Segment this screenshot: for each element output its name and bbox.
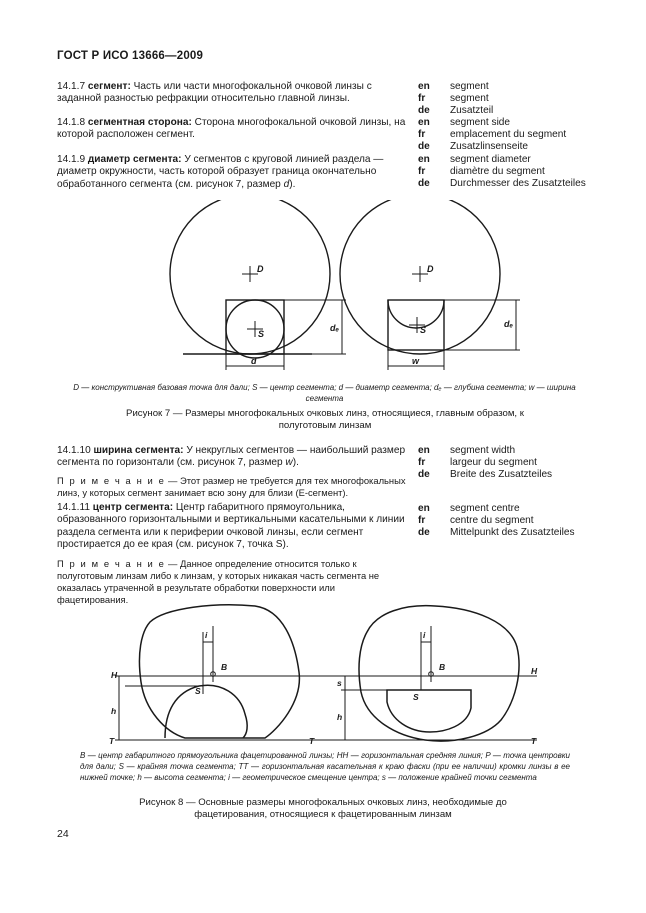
translation: segment <box>450 93 489 105</box>
note-text: — Этот размер не требуется для тех многофокальных линз, у которых сегмент занимает всю зону для близи (E-сегмент). <box>57 475 406 498</box>
translation: Durchmesser des Zusatzteiles <box>450 178 586 190</box>
translations-14-1-11 <box>418 503 575 539</box>
translations-14-1-10 <box>418 445 552 481</box>
lang-code: de <box>418 527 430 539</box>
translation: emplacement du segment <box>450 129 567 141</box>
section-definition-end: ). <box>289 178 296 190</box>
document-header: ГОСТ Р ИСО 13666—2009 <box>57 50 204 62</box>
section-term: сегментная сторона: <box>87 117 192 128</box>
note-label: П р и м е ч а н и е <box>57 558 166 569</box>
translation: segment centre <box>450 503 520 514</box>
section-definition: У некруглых сегментов — наибольший размер сегмента по горизонтали (см. рисунок 7, размер <box>57 445 406 469</box>
translations-14-1-9 <box>418 154 586 190</box>
section-number: 14.1.8 <box>57 117 86 128</box>
label-S-left: S <box>195 686 201 696</box>
label-w: w <box>412 356 420 366</box>
translation: diamètre du segment <box>450 166 545 178</box>
dimension-variable: d <box>283 178 290 190</box>
lang-code: en <box>418 154 430 165</box>
note-1 <box>57 475 407 499</box>
label-d: d <box>251 356 257 366</box>
label-T-mid: T <box>309 736 315 746</box>
section-number: 14.1.7 <box>57 81 86 92</box>
section-number: 14.1.9 <box>57 154 86 165</box>
lang-code: de <box>418 469 430 481</box>
section-14-1-11 <box>57 502 407 551</box>
translation: largeur du segment <box>450 457 537 469</box>
label-H-left: H <box>111 670 118 680</box>
translation: segment width <box>450 445 516 456</box>
figure-8-caption: Рисунок 8 — Основные размеры многофокальных очковых линз, необходимые до фацетирования, относящиеся к фацетированным линзам <box>139 797 507 820</box>
label-s-right: s <box>337 678 342 688</box>
translation: Zusatzteil <box>450 105 494 117</box>
label-S-right: S <box>413 692 419 702</box>
section-14-1-10 <box>57 445 407 470</box>
translation: segment side <box>450 117 511 128</box>
section-number: 14.1.11 <box>57 502 90 513</box>
translation: segment <box>450 81 489 92</box>
lang-code: de <box>418 178 430 190</box>
section-term: сегмент: <box>87 81 131 92</box>
figure-8-diagram <box>105 602 545 750</box>
section-14-1-8 <box>57 117 407 142</box>
translation: segment diameter <box>450 154 531 165</box>
section-14-1-7 <box>57 81 407 106</box>
label-i-left: i <box>205 630 208 640</box>
lang-code: en <box>418 445 430 456</box>
section-definition-end: ). <box>292 457 299 469</box>
lang-code: fr <box>418 457 426 469</box>
section-definition: Сторона многофокальной очковой линзы, на которой расположен сегмент. <box>57 117 406 141</box>
lang-code: fr <box>418 129 426 141</box>
section-14-1-9 <box>57 154 407 191</box>
note-text: — Данное определение относится только к полуготовым линзам либо к линзам, у которых никакая часть сегмента не оказалась утраченной в результате обработки поверхности или фацетирования. <box>57 558 380 605</box>
lens-outline-left <box>139 605 299 738</box>
label-i-right: i <box>423 630 426 640</box>
section-term: диаметр сегмента: <box>87 154 182 165</box>
label-D-left: D <box>257 264 264 274</box>
section-definition: Часть или части многофокальной очковой линзы с заданной разностью рефракции относительно главной линзы. <box>57 81 372 105</box>
label-D-right: D <box>427 264 434 274</box>
figure-7-caption: Рисунок 7 — Размеры многофокальных очковых линз, относящиеся, главным образом, к полуготовым линзам <box>126 408 524 431</box>
label-H-right: H <box>531 666 538 676</box>
lang-code: de <box>418 141 430 153</box>
note-label: П р и м е ч а н и е <box>57 475 166 486</box>
page-number: 24 <box>57 828 69 840</box>
note-2 <box>57 558 407 606</box>
segment-arc-right <box>388 300 444 328</box>
section-number: 14.1.10 <box>57 445 91 456</box>
label-B-right: B <box>439 662 446 672</box>
figure-7-diagram <box>150 200 530 380</box>
section-term: центр сегмента: <box>92 502 174 513</box>
translation: Mittelpunkt des Zusatzteiles <box>450 527 575 539</box>
translation: Breite des Zusatzteiles <box>450 469 553 481</box>
label-T-right: T <box>531 736 537 746</box>
figure-8-legend: B — центр габаритного прямоугольника фацетированной линзы; HH — горизонтальная средняя линия; P — точка центровки для дали; S — крайняя точка сегмента; TT — горизонтальная касательная к краю фаски (при ее наличии) кромки линзы в ее нижней точке; h — высота сегмента; i — геометрическое смещение центра; s — положение крайней точки сегмента <box>80 751 570 782</box>
translation: centre du segment <box>450 515 534 527</box>
section-term: ширина сегмента: <box>93 445 184 456</box>
lang-code: de <box>418 105 430 117</box>
segment-left <box>165 685 247 738</box>
label-T-left: T <box>109 736 115 746</box>
label-h-right: h <box>337 712 343 722</box>
lang-code: fr <box>418 93 426 105</box>
lang-code: fr <box>418 166 426 178</box>
lang-code: en <box>418 503 430 514</box>
lens-outline-right <box>359 606 519 741</box>
segment-right <box>387 690 471 732</box>
label-S-left: S <box>258 329 265 339</box>
dimension-variable: w <box>285 457 293 469</box>
figure-7-legend: D — конструктивная базовая точка для дали; S — центр сегмента; d — диаметр сегмента; dₑ — глубина сегмента; w — ширина сегмента <box>73 383 576 403</box>
translations-14-1-7 <box>418 81 493 117</box>
lang-code: en <box>418 81 430 92</box>
label-B-left: B <box>221 662 228 672</box>
section-definition: У сегментов с круговой линией раздела — диаметр окружности, часть которой образует граница окончательно обработанного сегмента (см. рисунок 7, размер <box>57 154 384 190</box>
label-h-left: h <box>111 706 117 716</box>
lang-code: fr <box>418 515 426 527</box>
translations-14-1-8 <box>418 117 566 153</box>
translation: Zusatzlinsenseite <box>450 141 528 153</box>
label-de-left: dₑ <box>330 323 340 333</box>
section-definition: Центр габаритного прямоугольника, образованного горизонтальными и вертикальными касательными к линии раздела сегмента или к периферии очковой линзы, если сегмент простирается до ее края (см. рисунок 7, точка S). <box>57 502 405 550</box>
label-S-right: S <box>420 325 427 335</box>
lang-code: en <box>418 117 430 128</box>
label-de-right: dₑ <box>504 319 514 329</box>
